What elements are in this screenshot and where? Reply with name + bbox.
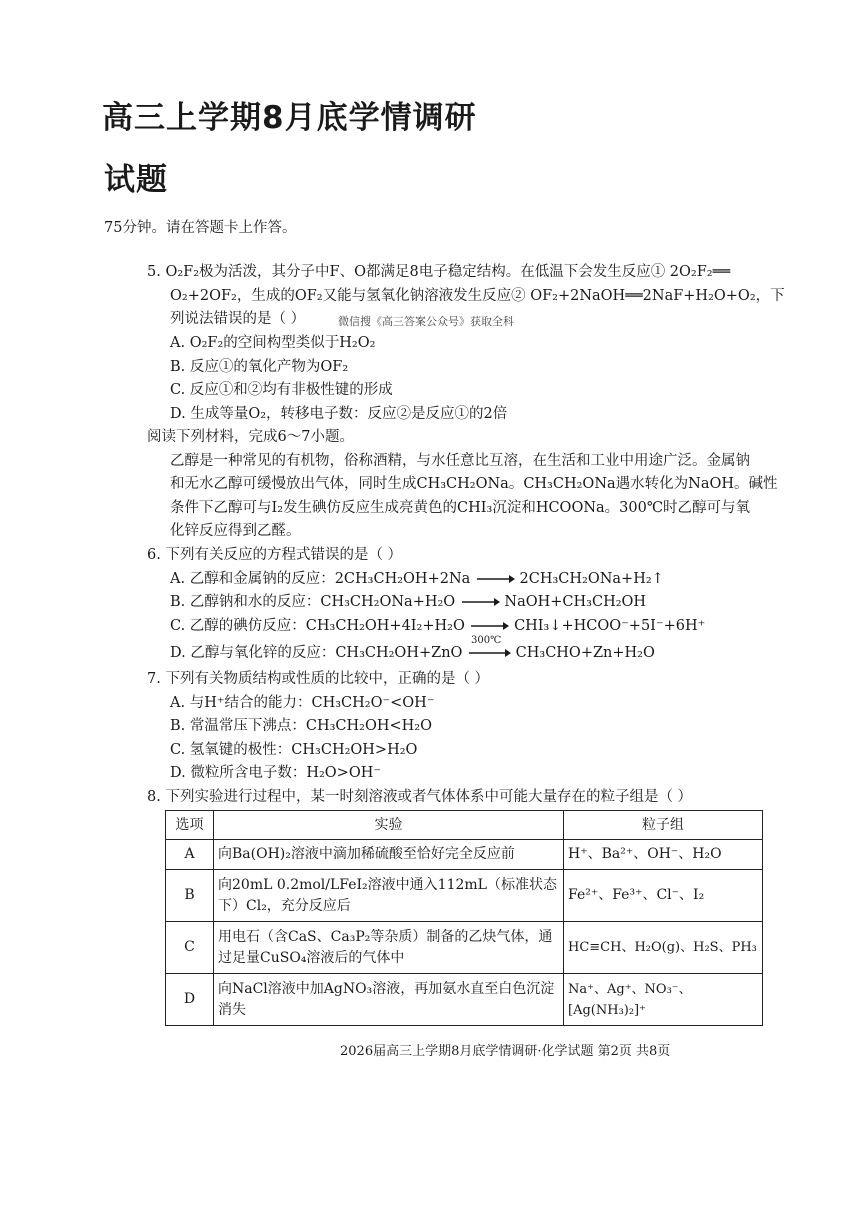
q6-option-d-label: D. 乙醇与氧化锌的反应： [170,645,336,661]
row-particles: Fe²⁺、Fe³⁺、Cl⁻、I₂ [564,870,763,922]
q5-option-b: B. 反应①的氧化产物为OF₂ [170,359,349,375]
q6-option-b-reactants: CH₃CH₂ONa+H₂O [320,594,456,610]
passage-intro: 阅读下列材料，完成6～7小题。 [147,429,354,445]
table-header-row [166,811,763,840]
q6-option-d-products: CH₃CHO+Zn+H₂O [515,645,655,661]
table-row [166,974,763,1026]
reaction-condition: 300℃ [471,635,502,646]
q6-option-c-reactants: CH₃CH₂OH+4I₂+H₂O [305,618,465,634]
reaction-arrow-icon [475,573,515,585]
table-row [166,922,763,974]
q5-stem-line3: 列说法错误的是（ ） [170,311,306,327]
passage-line-2: 和无水乙醇可缓慢放出气体，同时生成CH₃CH₂ONa。CH₃CH₂ONa遇水转化为NaOH。碱性 [170,476,778,492]
row-experiment: 向Ba(OH)₂溶液中滴加稀硫酸至恰好完全反应前 [214,840,564,870]
passage-line-3: 条件下乙醇可与I₂发生碘仿反应生成亮黄色的CHI₃沉淀和HCOONa。300℃时乙醇可与氧 [170,500,751,516]
row-option: B [166,870,214,922]
q6-stem: 6. 下列有关反应的方程式错误的是（ ） [147,547,403,563]
reaction-arrow-icon [469,620,509,632]
passage-line-1: 乙醇是一种常见的有机物，俗称酒精，与水任意比互溶，在生活和工业中用途广泛。金属钠 [170,453,750,469]
table-header-option: 选项 [166,811,214,840]
watermark-text: 微信搜《高三答案公众号》获取全科 [338,315,514,328]
page-title: 高三上学期8月底学情调研 [102,100,477,136]
reaction-arrow-icon [467,647,511,659]
row-experiment: 用电石（含CaS、Ca₃P₂等杂质）制备的乙炔气体，通过足量CuSO₄溶液后的气体中 [214,922,564,974]
q5-stem-line2: O₂+2OF₂，生成的OF₂又能与氢氧化钠溶液发生反应② OF₂+2NaOH══2NaF+H₂O+O₂，下 [170,288,785,304]
q6-option-c [170,616,705,636]
q6-option-b-products: NaOH+CH₃CH₂OH [504,594,647,610]
q6-option-c-products: CHI₃↓+HCOO⁻+5I⁻+6H⁺ [514,618,706,634]
q6-option-a-reactants: 2CH₃CH₂OH+2Na [334,571,471,587]
q5-option-a: A. O₂F₂的空间构型类似于H₂O₂ [170,335,376,351]
exam-note: 75分钟。请在答题卡上作答。 [104,220,297,236]
q7-option-c: C. 氢氧键的极性：CH₃CH₂OH>H₂O [170,742,418,758]
row-particles: Na⁺、Ag⁺、NO₃⁻、[Ag(NH₃)₂]⁺ [564,974,763,1026]
q7-stem: 7. 下列有关物质结构或性质的比较中，正确的是（ ） [147,671,490,687]
table-row [166,840,763,870]
table-header-experiment: 实验 [214,811,564,840]
passage-line-4: 化锌反应得到乙醛。 [170,523,301,539]
row-particles: HC≡CH、H₂O(g)、H₂S、PH₃ [564,922,763,974]
q5-stem-line1: 5. O₂F₂极为活泼，其分子中F、O都满足8电子稳定结构。在低温下会发生反应① 2O₂F₂══ [147,264,731,280]
q8-table [165,810,763,1026]
table-header-particles: 粒子组 [564,811,763,840]
q8-stem: 8. 下列实验进行过程中，某一时刻溶液或者气体体系中可能大量存在的粒子组是（ ） [147,789,693,805]
reaction-arrow-icon [460,596,500,608]
row-option: C [166,922,214,974]
page-subtitle: 试题 [104,162,168,198]
q6-option-a [170,569,664,589]
row-experiment: 向NaCl溶液中加AgNO₃溶液，再加氨水直至白色沉淀消失 [214,974,564,1026]
table-row [166,870,763,922]
q6-option-d-reactants: CH₃CH₂OH+ZnO [335,645,463,661]
q6-option-a-products: 2CH₃CH₂ONa+H₂↑ [519,571,664,587]
row-particles: H⁺、Ba²⁺、OH⁻、H₂O [564,840,763,870]
row-experiment: 向20mL 0.2mol/LFeI₂溶液中通入112mL（标准状态下）Cl₂，充分反应后 [214,870,564,922]
reaction-condition-arrow [467,635,511,660]
page-footer: 2026届高三上学期8月底学情调研·化学试题 第2页 共8页 [340,1044,671,1059]
q6-option-a-label: A. 乙醇和金属钠的反应： [170,571,335,587]
q7-option-a: A. 与H⁺结合的能力：CH₃CH₂O⁻<OH⁻ [170,695,435,711]
row-option: A [166,840,214,870]
q6-option-c-label: C. 乙醇的碘仿反应： [170,618,306,634]
q6-option-b [170,592,646,612]
q5-option-d: D. 生成等量O₂，转移电子数：反应②是反应①的2倍 [170,406,508,422]
q7-option-b: B. 常温常压下沸点：CH₃CH₂OH<H₂O [170,718,433,734]
row-option: D [166,974,214,1026]
q5-option-c: C. 反应①和②均有非极性键的形成 [170,382,393,398]
q6-option-b-label: B. 乙醇钠和水的反应： [170,594,321,610]
q7-option-d: D. 微粒所含电子数：H₂O>OH⁻ [170,765,382,781]
q6-option-d [170,635,655,663]
